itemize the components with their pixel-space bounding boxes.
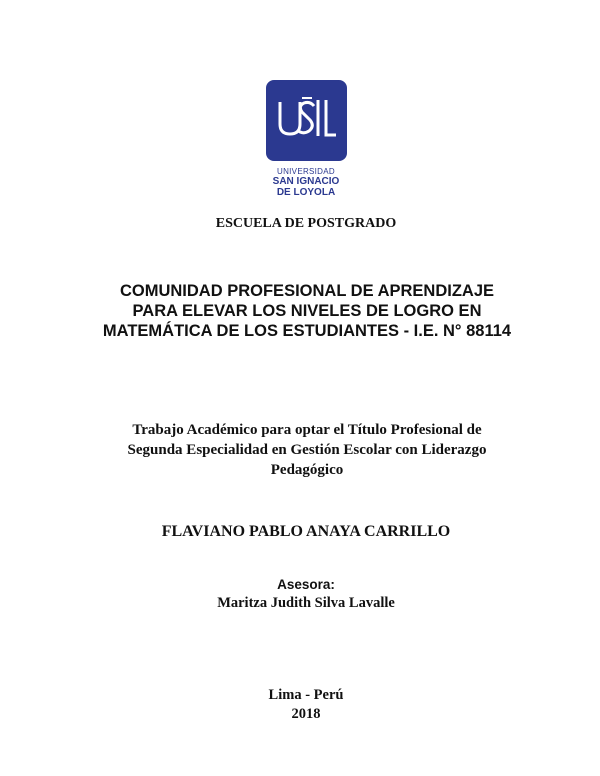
advisor-label: Asesora: — [277, 577, 335, 592]
university-logo — [266, 80, 347, 161]
school-name: ESCUELA DE POSTGRADO — [215, 216, 397, 231]
logo-caption-de-loyola: DE LOYOLA — [276, 187, 336, 198]
logo-caption-san-ignacio: SAN IGNACIO — [272, 176, 340, 187]
author-name: FLAVIANO PABLO ANAYA CARRILLO — [161, 523, 451, 540]
logo-caption-university: UNIVERSIDAD — [277, 167, 335, 176]
degree-description: Trabajo Académico para optar el Título Profesional de Segunda Especialidad en Gestión Escolar con Liderazgo Pedagógico — [127, 422, 487, 478]
thesis-title: COMUNIDAD PROFESIONAL DE APRENDIZAJE PARA ELEVAR LOS NIVELES DE LOGRO EN MATEMÁTICA DE LOS ESTUDIANTES - I.E. N° 88114 — [102, 282, 512, 340]
advisor-name: Maritza Judith Silva Lavalle — [217, 595, 395, 611]
place: Lima - Perú — [268, 687, 344, 703]
year: 2018 — [291, 706, 321, 722]
usil-monogram-icon — [266, 80, 347, 161]
